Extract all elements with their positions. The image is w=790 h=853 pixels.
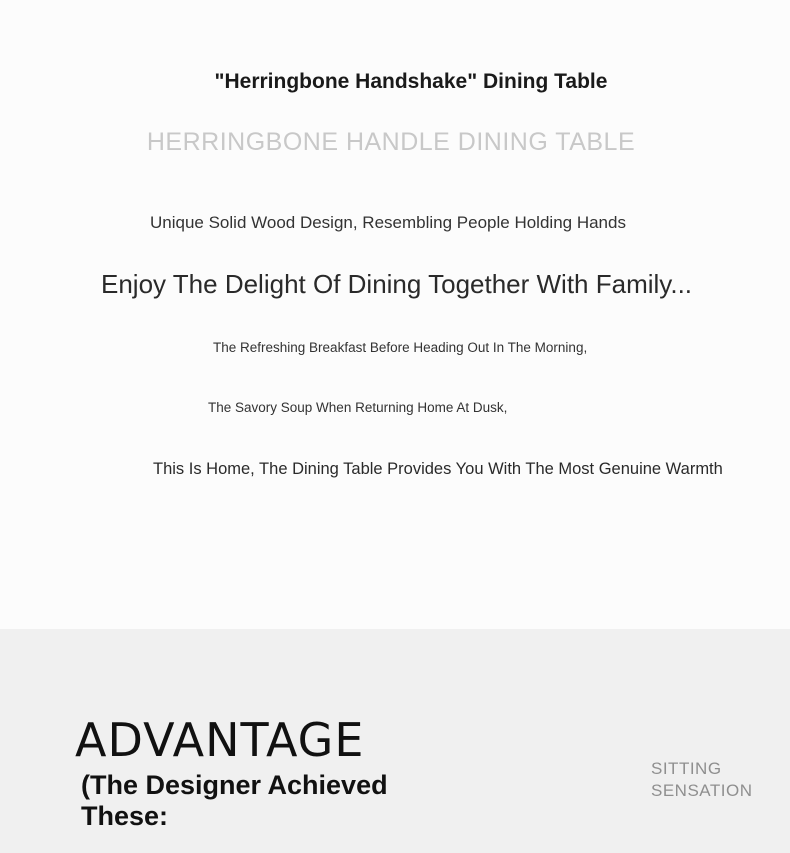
intro-line-design: Unique Solid Wood Design, Resembling People Holding Hands — [150, 213, 626, 232]
sitting-sensation-label — [651, 758, 771, 802]
intro-line-soup: The Savory Soup When Returning Home At Dusk, — [208, 400, 508, 415]
product-subtitle: HERRINGBONE HANDLE DINING TABLE — [146, 128, 636, 156]
advantage-section — [0, 629, 790, 853]
side-label-line-2: SENSATION — [651, 781, 753, 800]
product-title: "Herringbone Handshake" Dining Table — [214, 70, 608, 93]
intro-line-breakfast: The Refreshing Breakfast Before Heading Out In The Morning, — [213, 340, 588, 355]
side-label-line-1: SITTING — [651, 759, 722, 778]
intro-line-headline: Enjoy The Delight Of Dining Together With Family... — [101, 269, 693, 299]
advantage-subheading — [81, 770, 411, 832]
advantage-subheading-line-1: (The Designer Achieved — [81, 770, 388, 800]
advantage-subheading-line-2: These: — [81, 801, 169, 831]
intro-line-warmth: This Is Home, The Dining Table Provides You With The Most Genuine Warmth — [153, 460, 723, 478]
advantage-heading: ADVANTAGE — [75, 713, 365, 767]
